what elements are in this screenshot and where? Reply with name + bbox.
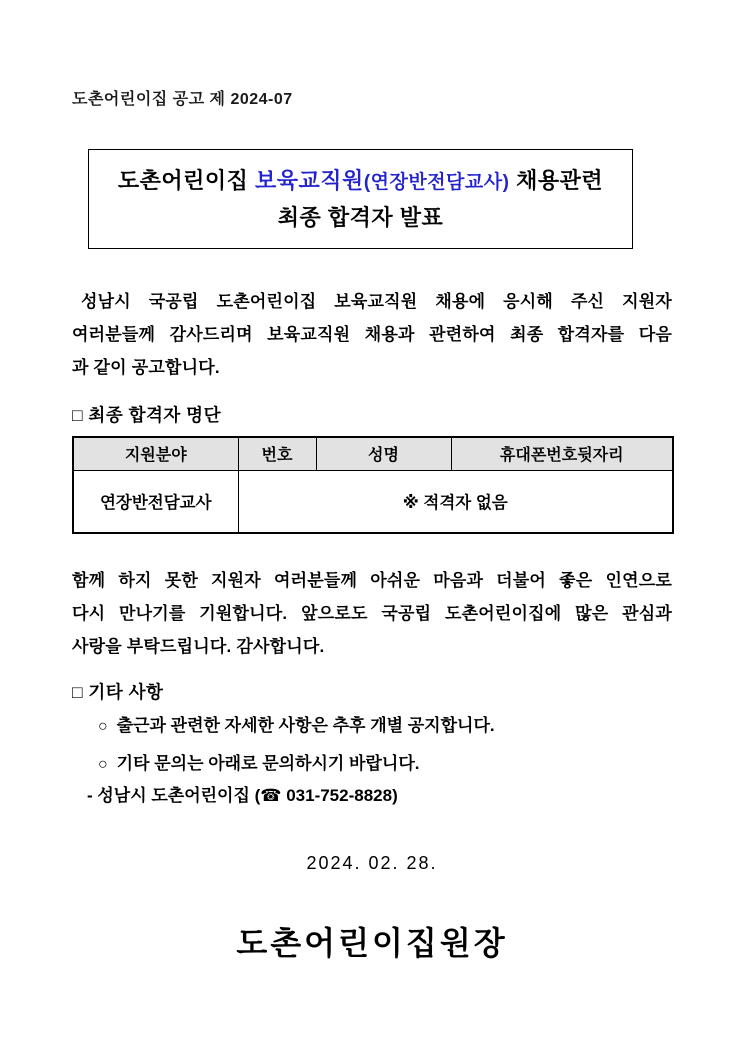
contact-phone: 031-752-8828) [281, 786, 398, 805]
contact-line [72, 780, 672, 811]
table-row [73, 470, 673, 533]
column-header-field: 지원분야 [73, 437, 238, 470]
paragraph-line: 과 같이 공고합니다. [72, 358, 220, 377]
etc-item [72, 710, 672, 742]
director-signature: 도촌어린이집원장 [236, 925, 508, 961]
etc-item-text: 기타 문의는 아래로 문의하시기 바랍니다. [116, 754, 420, 773]
circle-bullet-icon: ○ [98, 718, 108, 735]
document-date: 2024. 02. 28. [306, 853, 438, 873]
etc-heading: □ 기타 사항 [72, 682, 164, 702]
phone-icon: ☎ [260, 786, 282, 805]
title-prefix: 도촌어린이집 [117, 168, 256, 193]
doc-number: 도촌어린이집 공고 제 2024-07 [72, 91, 293, 108]
final-list-heading: □ 최종 합격자 명단 [72, 405, 221, 425]
circle-bullet-icon: ○ [98, 756, 108, 773]
column-header-name: 성명 [316, 437, 451, 470]
cell-no-qualified-note: ※ 적격자 없음 [238, 470, 673, 533]
paragraph-line: 다시 만나기를 기원합니다. 앞으로도 국공립 도촌어린이집에 많은 관심과 [72, 604, 672, 623]
title-suffix: 채용관련 [509, 168, 604, 193]
cell-category: 연장반전담교사 [73, 470, 238, 533]
etc-item [72, 748, 672, 780]
paragraph-line: 함께 하지 못한 지원자 여러분들께 아쉬운 마음과 더불어 좋은 인연으로 [72, 571, 672, 590]
paragraph-line: 여러분들께 감사드리며 보육교직원 채용과 관련하여 최종 합격자를 다음 [72, 325, 672, 344]
final-candidates-table [72, 436, 674, 534]
title-highlight-paren: (연장반전담교사) [363, 172, 510, 193]
column-header-number: 번호 [238, 437, 316, 470]
paragraph-line: 성남시 국공립 도촌어린이집 보육교직원 채용에 응시해 주신 지원자 [81, 292, 672, 311]
closing-paragraph [72, 564, 672, 663]
title-highlight: 보육교직원 [255, 168, 364, 193]
title-line-2: 최종 합격자 발표 [277, 205, 444, 230]
intro-paragraph [72, 285, 672, 384]
title-line-1 [93, 163, 628, 200]
column-header-phone: 휴대폰번호뒷자리 [451, 437, 673, 470]
table-header-row [73, 437, 673, 470]
paragraph-line: 사랑을 부탁드립니다. 감사합니다. [72, 637, 325, 656]
etc-item-text: 출근과 관련한 자세한 사항은 추후 개별 공지합니다. [116, 716, 495, 735]
contact-text: - 성남시 도촌어린이집 ( [87, 786, 261, 805]
title-box [88, 149, 633, 249]
